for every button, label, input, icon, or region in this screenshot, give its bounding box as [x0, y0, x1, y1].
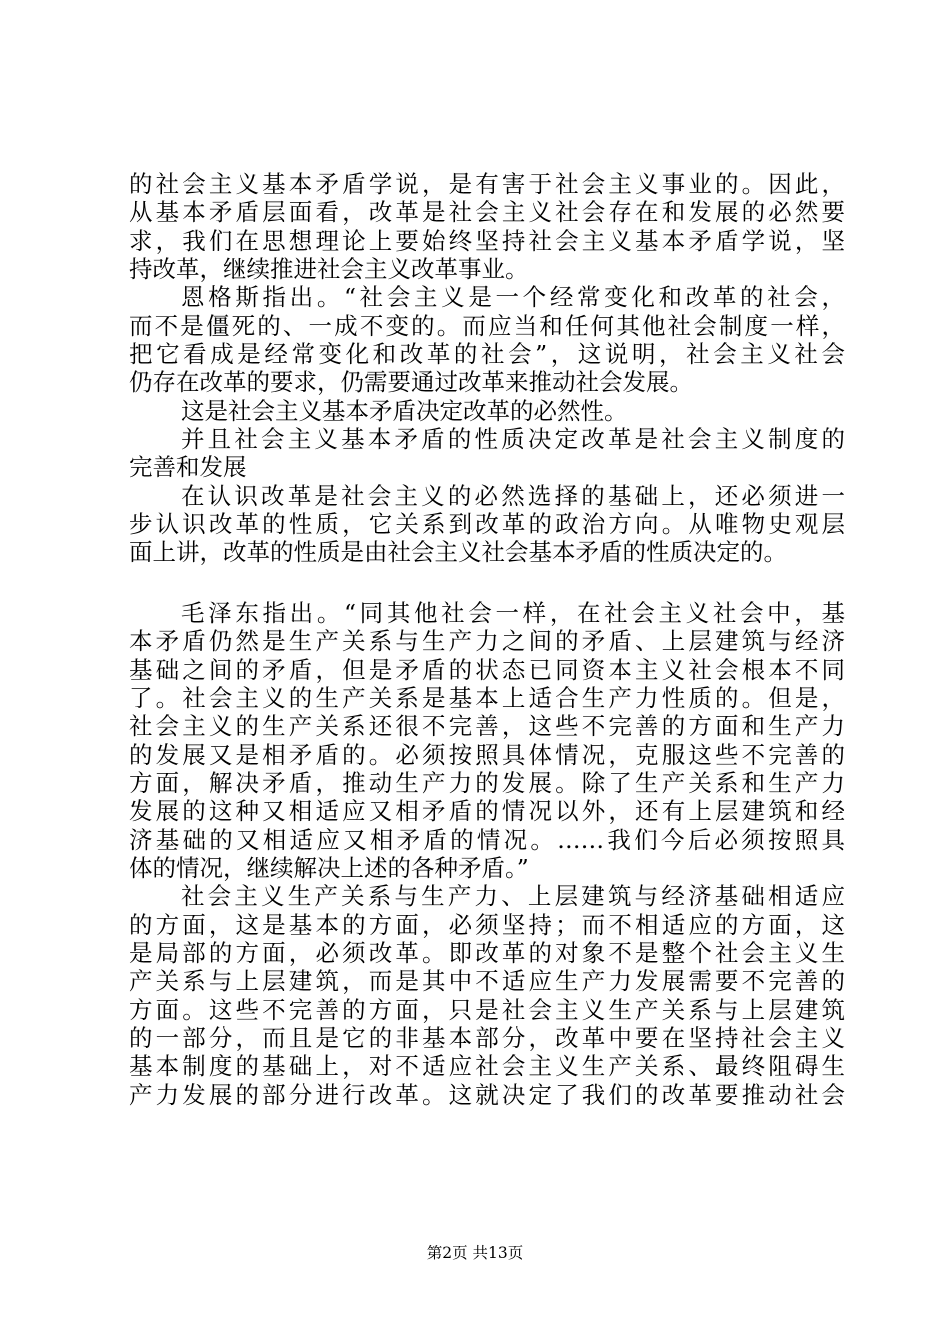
text-line: 毛泽东指出。“同其他社会一样，在社会主义社会中，基	[181, 598, 845, 627]
text-line: 是局部的方面，必须改革。即改革的对象不是整个社会主义生	[129, 938, 845, 967]
text-line: 步认识改革的性质，它关系到改革的政治方向。从唯物史观层	[129, 510, 845, 539]
text-line: 产关系与上层建筑，而是其中不适应生产力发展需要不完善的	[129, 967, 845, 996]
text-line: 体的情况，继续解决上述的各种矛盾。”	[129, 853, 529, 882]
text-line: 的方面，这是基本的方面，必须坚持；而不相适应的方面，这	[129, 910, 845, 939]
page-number-label: 第2页 共13页	[426, 1244, 524, 1262]
text-line: 恩格斯指出。“社会主义是一个经常变化和改革的社会，	[181, 283, 845, 312]
text-line: 基础之间的矛盾，但是矛盾的状态已同资本主义社会根本不同	[129, 655, 845, 684]
text-line: 基本制度的基础上，对不适应社会主义生产关系、最终阻碍生	[129, 1052, 845, 1081]
text-line: 并且社会主义基本矛盾的性质决定改革是社会主义制度的	[181, 425, 845, 454]
blank-line	[129, 567, 845, 599]
text-line: 把它看成是经常变化和改革的社会”，这说明，社会主义社会	[129, 340, 845, 369]
text-line: 持改革，继续推进社会主义改革事业。	[129, 255, 529, 284]
text-line: 产力发展的部分进行改革。这就决定了我们的改革要推动社会	[129, 1080, 845, 1109]
text-line: 求，我们在思想理论上要始终坚持社会主义基本矛盾学说，坚	[129, 226, 845, 255]
text-line: 发展的这种又相适应又相矛盾的情况以外，还有上层建筑和经	[129, 797, 845, 826]
text-line: 济基础的又相适应又相矛盾的情况。……我们今后必须按照具	[129, 825, 845, 854]
text-line: 的一部分，而且是它的非基本部分，改革中要在坚持社会主义	[129, 1023, 845, 1052]
text-line: 从基本矛盾层面看，改革是社会主义社会存在和发展的必然要	[129, 198, 845, 227]
text-line: 而不是僵死的、一成不变的。而应当和任何其他社会制度一样，	[129, 311, 845, 340]
text-line: 方面。这些不完善的方面，只是社会主义生产关系与上层建筑	[129, 995, 845, 1024]
text-line: 社会主义的生产关系还很不完善，这些不完善的方面和生产力	[129, 712, 845, 741]
document-body	[129, 170, 845, 1109]
text-line: 本矛盾仍然是生产关系与生产力之间的矛盾、上层建筑与经济	[129, 627, 845, 656]
text-line: 面上讲，改革的性质是由社会主义社会基本矛盾的性质决定的。	[129, 538, 787, 567]
page-footer	[0, 1243, 950, 1263]
text-line: 社会主义生产关系与生产力、上层建筑与经济基础相适应	[181, 882, 845, 911]
text-line: 的发展又是相矛盾的。必须按照具体情况，克服这些不完善的	[129, 740, 845, 769]
text-line: 方面，解决矛盾，推动生产力的发展。除了生产关系和生产力	[129, 768, 845, 797]
text-line: 完善和发展	[129, 453, 247, 482]
text-line: 的社会主义基本矛盾学说，是有害于社会主义事业的。因此，	[129, 170, 845, 198]
text-line: 这是社会主义基本矛盾决定改革的必然性。	[181, 396, 628, 425]
text-line: 仍存在改革的要求，仍需要通过改革来推动社会发展。	[129, 368, 693, 397]
text-line: 了。社会主义的生产关系是基本上适合生产力性质的。但是，	[129, 683, 845, 712]
text-line: 在认识改革是社会主义的必然选择的基础上，还必须进一	[181, 481, 845, 510]
